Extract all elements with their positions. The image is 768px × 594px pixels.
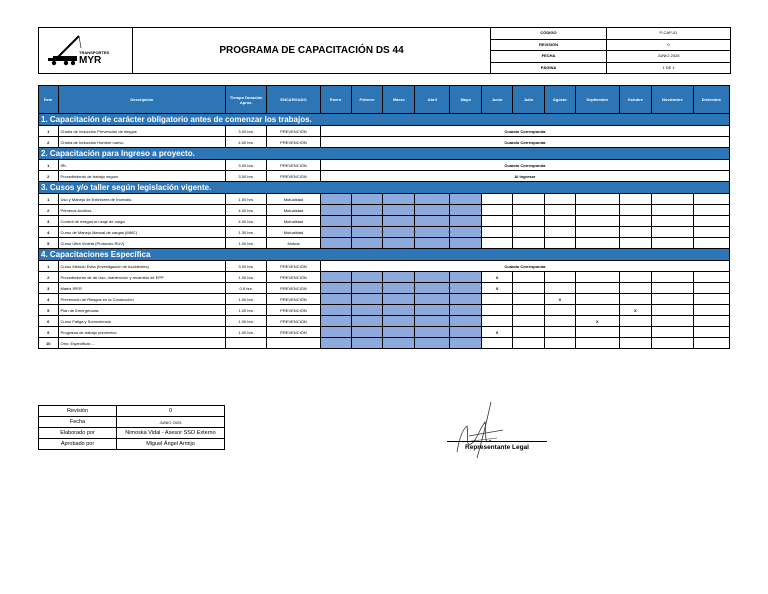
signature-image bbox=[447, 400, 547, 460]
month-cell bbox=[320, 272, 351, 283]
month-cell bbox=[693, 238, 729, 249]
duration-cell: 3.00 hrs. bbox=[226, 171, 267, 182]
meta-value: 1 DE 1 bbox=[607, 62, 731, 74]
manager-cell: PREVENCIÓN bbox=[267, 283, 320, 294]
month-cell bbox=[575, 305, 619, 316]
training-description: Uso y Manejo de Extintores de Incendio. bbox=[58, 194, 226, 205]
month-cell bbox=[415, 227, 450, 238]
manager-cell: PREVENCIÓN bbox=[267, 272, 320, 283]
month-cell bbox=[351, 316, 383, 327]
month-cell bbox=[651, 205, 693, 216]
month-cell bbox=[512, 194, 544, 205]
meta-value: 0 bbox=[607, 39, 731, 51]
section-header-row bbox=[39, 249, 730, 261]
month-cell bbox=[651, 316, 693, 327]
table-row bbox=[39, 216, 730, 227]
month-cell bbox=[693, 283, 729, 294]
table-row bbox=[39, 316, 730, 327]
month-cell bbox=[619, 294, 651, 305]
col-header-month: Junio bbox=[482, 86, 513, 114]
month-cell bbox=[450, 338, 482, 349]
col-header-description: Descripción bbox=[58, 86, 226, 114]
month-cell bbox=[482, 227, 513, 238]
col-header-month: Septiembre bbox=[575, 86, 619, 114]
month-cell bbox=[512, 305, 544, 316]
month-cell bbox=[415, 272, 450, 283]
revision-table bbox=[38, 405, 225, 450]
svg-text:TRANSPORTES: TRANSPORTES bbox=[79, 50, 110, 55]
month-cell bbox=[450, 227, 482, 238]
month-cell bbox=[544, 327, 575, 338]
month-cell bbox=[415, 327, 450, 338]
month-cell bbox=[450, 205, 482, 216]
month-cell bbox=[512, 327, 544, 338]
item-number: 2 bbox=[39, 272, 59, 283]
month-cell bbox=[450, 238, 482, 249]
month-cell bbox=[482, 194, 513, 205]
month-cell bbox=[651, 327, 693, 338]
month-cell bbox=[450, 216, 482, 227]
month-cell bbox=[544, 338, 575, 349]
col-header-month: Diciembre bbox=[693, 86, 729, 114]
item-number: 1 bbox=[39, 194, 59, 205]
month-cell bbox=[415, 305, 450, 316]
item-number: 10 bbox=[39, 338, 59, 349]
month-cell bbox=[512, 283, 544, 294]
month-cell bbox=[482, 238, 513, 249]
month-cell bbox=[575, 327, 619, 338]
month-cell bbox=[544, 205, 575, 216]
section-title: 4. Capacitaciones Específica bbox=[39, 249, 730, 261]
month-cell bbox=[482, 316, 513, 327]
schedule-note: Al Ingresar bbox=[320, 171, 729, 182]
month-cell bbox=[415, 294, 450, 305]
month-cell bbox=[383, 272, 415, 283]
month-cell bbox=[651, 283, 693, 294]
item-number: 1 bbox=[39, 261, 59, 272]
manager-cell: Mutualidad bbox=[267, 194, 320, 205]
month-cell bbox=[693, 305, 729, 316]
month-cell bbox=[482, 216, 513, 227]
schedule-note: Cuando Corresponda bbox=[320, 137, 729, 148]
month-cell bbox=[544, 194, 575, 205]
month-cell bbox=[450, 272, 482, 283]
table-row bbox=[39, 272, 730, 283]
col-header-time: Tiempo Duración Aprox. bbox=[226, 86, 267, 114]
month-cell bbox=[693, 194, 729, 205]
item-number: 5 bbox=[39, 305, 59, 316]
month-cell bbox=[619, 238, 651, 249]
month-cell bbox=[544, 272, 575, 283]
month-cell bbox=[320, 294, 351, 305]
month-cell bbox=[450, 327, 482, 338]
month-cell bbox=[544, 305, 575, 316]
meta-key: REVISIÓN bbox=[491, 39, 607, 51]
item-number: 3 bbox=[39, 283, 59, 294]
schedule-note: Cuando Corresponda bbox=[320, 160, 729, 171]
month-cell bbox=[575, 194, 619, 205]
training-description: Charla de Inducción Hombre nuevo bbox=[58, 137, 226, 148]
signature-label: Representante Legal bbox=[465, 444, 529, 451]
month-cell bbox=[512, 227, 544, 238]
duration-cell: 1.30 hrs. bbox=[226, 227, 267, 238]
month-cell bbox=[320, 338, 351, 349]
duration-cell: 1.00 hrs. bbox=[226, 316, 267, 327]
month-cell bbox=[619, 327, 651, 338]
revision-value: Nimoska Vidal - Asesor SSO Externo bbox=[117, 428, 225, 439]
header-table bbox=[38, 27, 731, 74]
month-cell bbox=[383, 205, 415, 216]
training-description: Curso Fatiga y Somnolencia bbox=[58, 316, 226, 327]
month-cell bbox=[619, 227, 651, 238]
revision-row bbox=[39, 417, 225, 428]
month-cell bbox=[651, 227, 693, 238]
month-cell bbox=[351, 272, 383, 283]
training-description: Prevención de Riesgos en la Conducción bbox=[58, 294, 226, 305]
month-mark: X bbox=[482, 327, 513, 338]
revision-label: Fecha bbox=[39, 417, 117, 428]
month-mark: X bbox=[575, 316, 619, 327]
month-cell bbox=[651, 216, 693, 227]
item-number: 1 bbox=[39, 126, 59, 137]
training-description: IRL bbox=[58, 160, 226, 171]
month-cell bbox=[383, 294, 415, 305]
duration-cell: 1.00 hrs. bbox=[226, 327, 267, 338]
meta-key: PÁGINA bbox=[491, 62, 607, 74]
manager-cell bbox=[267, 338, 320, 349]
month-cell bbox=[693, 272, 729, 283]
month-cell bbox=[512, 294, 544, 305]
month-cell bbox=[512, 338, 544, 349]
month-cell bbox=[575, 205, 619, 216]
month-cell bbox=[619, 194, 651, 205]
section-title: 3. Cusos y/o taller según legislación vigente. bbox=[39, 182, 730, 194]
col-header-month: Marzo bbox=[383, 86, 415, 114]
table-row bbox=[39, 338, 730, 349]
month-cell bbox=[512, 238, 544, 249]
revision-label: Elaborado por bbox=[39, 428, 117, 439]
col-header-month: Mayo bbox=[450, 86, 482, 114]
training-description: Procedimiento de trabajo seguro bbox=[58, 171, 226, 182]
manager-cell: PREVENCIÓN bbox=[267, 160, 320, 171]
manager-cell: Mutualidad bbox=[267, 227, 320, 238]
month-cell bbox=[693, 327, 729, 338]
revision-row bbox=[39, 406, 225, 417]
month-cell bbox=[512, 216, 544, 227]
month-cell bbox=[320, 305, 351, 316]
revision-label: Aprobado por bbox=[39, 439, 117, 450]
month-cell bbox=[619, 316, 651, 327]
month-cell bbox=[320, 194, 351, 205]
item-number: 9 bbox=[39, 327, 59, 338]
month-cell bbox=[383, 194, 415, 205]
month-cell bbox=[351, 205, 383, 216]
col-header-month: Agosto bbox=[544, 86, 575, 114]
svg-text:MYR: MYR bbox=[79, 55, 102, 66]
table-row bbox=[39, 205, 730, 216]
month-cell bbox=[619, 272, 651, 283]
month-cell bbox=[512, 272, 544, 283]
meta-value: JUNIO 2025 bbox=[607, 51, 731, 63]
duration-cell: 4.00 hrs. bbox=[226, 137, 267, 148]
duration-cell: 3.00 hrs. bbox=[226, 126, 267, 137]
duration-cell: 1.00 hrs. bbox=[226, 294, 267, 305]
schedule-note: Cuando Corresponda bbox=[320, 126, 729, 137]
month-cell bbox=[482, 305, 513, 316]
item-number: 5 bbox=[39, 238, 59, 249]
col-header-month: Enero bbox=[320, 86, 351, 114]
col-header-month: Octubre bbox=[619, 86, 651, 114]
manager-cell: PREVENCIÓN bbox=[267, 137, 320, 148]
month-cell bbox=[693, 338, 729, 349]
month-cell bbox=[415, 238, 450, 249]
item-number: 4 bbox=[39, 227, 59, 238]
month-cell bbox=[651, 294, 693, 305]
month-cell bbox=[482, 294, 513, 305]
duration-cell: 3.00 hrs. bbox=[226, 160, 267, 171]
month-cell bbox=[482, 205, 513, 216]
month-cell bbox=[619, 283, 651, 294]
crane-truck-icon bbox=[39, 28, 133, 68]
training-description: Procedimiento de de Uso, mantención y recambio de EPP bbox=[58, 272, 226, 283]
schedule-note: Cuando Corresponda bbox=[320, 261, 729, 272]
revision-value: 0 bbox=[117, 406, 225, 417]
month-cell bbox=[575, 294, 619, 305]
month-cell bbox=[320, 216, 351, 227]
month-mark: X bbox=[482, 272, 513, 283]
table-row bbox=[39, 126, 730, 137]
month-cell bbox=[651, 238, 693, 249]
month-cell bbox=[320, 227, 351, 238]
month-cell bbox=[383, 283, 415, 294]
section-header-row bbox=[39, 114, 730, 126]
month-cell bbox=[351, 283, 383, 294]
item-number: 2 bbox=[39, 205, 59, 216]
month-cell bbox=[693, 205, 729, 216]
table-row bbox=[39, 261, 730, 272]
duration-cell: 0.5 hrs. bbox=[226, 283, 267, 294]
table-row bbox=[39, 227, 730, 238]
manager-cell: PREVENCIÓN bbox=[267, 305, 320, 316]
training-description: Programa de trabajo preventivo bbox=[58, 327, 226, 338]
manager-cell: PREVENCIÓN bbox=[267, 171, 320, 182]
manager-cell: Mutualidad bbox=[267, 205, 320, 216]
month-cell bbox=[619, 216, 651, 227]
month-cell bbox=[351, 294, 383, 305]
month-cell bbox=[693, 216, 729, 227]
table-header-row bbox=[39, 86, 730, 114]
duration-cell: 1.00 hrs. bbox=[226, 272, 267, 283]
month-cell bbox=[544, 216, 575, 227]
meta-key: CÓDIGO bbox=[491, 28, 607, 40]
month-cell bbox=[320, 238, 351, 249]
month-cell bbox=[351, 305, 383, 316]
document bbox=[38, 27, 730, 349]
month-cell bbox=[575, 272, 619, 283]
item-number: 4 bbox=[39, 294, 59, 305]
month-cell bbox=[383, 216, 415, 227]
item-number: 3 bbox=[39, 216, 59, 227]
revision-row bbox=[39, 428, 225, 439]
month-cell bbox=[320, 283, 351, 294]
month-cell bbox=[351, 238, 383, 249]
manager-cell: PREVENCIÓN bbox=[267, 327, 320, 338]
month-cell bbox=[383, 238, 415, 249]
month-cell bbox=[383, 338, 415, 349]
month-cell bbox=[383, 227, 415, 238]
month-cell bbox=[575, 216, 619, 227]
table-row bbox=[39, 171, 730, 182]
duration-cell: 1.00 hrs. bbox=[226, 194, 267, 205]
duration-cell: 1.00 hrs. bbox=[226, 305, 267, 316]
duration-cell: 1.00 hrs. bbox=[226, 238, 267, 249]
month-cell bbox=[450, 283, 482, 294]
month-cell bbox=[320, 327, 351, 338]
training-program-table bbox=[38, 85, 730, 349]
table-row bbox=[39, 194, 730, 205]
month-cell bbox=[575, 227, 619, 238]
col-header-manager: ENCARGADO bbox=[267, 86, 320, 114]
training-description: Curso Ultra Violeta (Protocolo RUV) bbox=[58, 238, 226, 249]
month-cell bbox=[512, 205, 544, 216]
month-cell bbox=[415, 316, 450, 327]
month-cell bbox=[415, 216, 450, 227]
month-cell bbox=[619, 205, 651, 216]
section-title: 1. Capacitación de carácter obligatorio antes de comenzar los trabajos. bbox=[39, 114, 730, 126]
document-title: PROGRAMA DE CAPACITACIÓN DS 44 bbox=[133, 28, 491, 74]
month-cell bbox=[450, 194, 482, 205]
month-cell bbox=[651, 338, 693, 349]
col-header-item: Ítem bbox=[39, 86, 59, 114]
month-cell bbox=[320, 316, 351, 327]
duration-cell: 3.00 hrs. bbox=[226, 261, 267, 272]
table-row bbox=[39, 305, 730, 316]
month-cell bbox=[450, 294, 482, 305]
manager-cell: Mutual bbox=[267, 238, 320, 249]
month-cell bbox=[544, 283, 575, 294]
table-row bbox=[39, 294, 730, 305]
col-header-month: Julio bbox=[512, 86, 544, 114]
month-cell bbox=[693, 227, 729, 238]
month-mark: X bbox=[544, 294, 575, 305]
month-cell bbox=[351, 327, 383, 338]
item-number: 1 bbox=[39, 160, 59, 171]
manager-cell: PREVENCIÓN bbox=[267, 261, 320, 272]
month-cell bbox=[383, 316, 415, 327]
table-row bbox=[39, 327, 730, 338]
month-mark: X bbox=[619, 305, 651, 316]
month-cell bbox=[544, 227, 575, 238]
training-description: Matriz IPER bbox=[58, 283, 226, 294]
month-cell bbox=[450, 305, 482, 316]
duration-cell: 4.00 hrs. bbox=[226, 216, 267, 227]
revision-label: Revisión bbox=[39, 406, 117, 417]
month-cell bbox=[415, 205, 450, 216]
month-cell bbox=[575, 283, 619, 294]
table-row bbox=[39, 238, 730, 249]
month-cell bbox=[351, 227, 383, 238]
training-description: Charla de Inducción Prevención de riesgos bbox=[58, 126, 226, 137]
manager-cell: Mutualidad bbox=[267, 216, 320, 227]
month-cell bbox=[351, 194, 383, 205]
month-cell bbox=[651, 305, 693, 316]
revision-row bbox=[39, 439, 225, 450]
duration-cell bbox=[226, 338, 267, 349]
training-description: Otro: Especificar..... bbox=[58, 338, 226, 349]
month-cell bbox=[693, 294, 729, 305]
training-description: Plan de Emergencias bbox=[58, 305, 226, 316]
month-cell bbox=[575, 238, 619, 249]
month-cell bbox=[383, 305, 415, 316]
col-header-month: Abril bbox=[415, 86, 450, 114]
table-row bbox=[39, 283, 730, 294]
month-mark: X bbox=[482, 283, 513, 294]
month-cell bbox=[351, 338, 383, 349]
month-cell bbox=[693, 316, 729, 327]
month-cell bbox=[482, 338, 513, 349]
item-number: 6 bbox=[39, 316, 59, 327]
month-cell bbox=[351, 216, 383, 227]
month-cell bbox=[383, 327, 415, 338]
month-cell bbox=[450, 316, 482, 327]
month-cell bbox=[544, 238, 575, 249]
training-description: Primeros Auxilios. bbox=[58, 205, 226, 216]
month-cell bbox=[651, 272, 693, 283]
col-header-month: Febrero bbox=[351, 86, 383, 114]
month-cell bbox=[619, 338, 651, 349]
month-cell bbox=[415, 283, 450, 294]
month-cell bbox=[544, 316, 575, 327]
manager-cell: PREVENCIÓN bbox=[267, 126, 320, 137]
meta-value: P-CAP-01 bbox=[607, 28, 731, 40]
month-cell bbox=[512, 316, 544, 327]
section-title: 2. Capacitación para Ingreso a proyecto. bbox=[39, 148, 730, 160]
signature-line bbox=[447, 441, 547, 442]
manager-cell: PREVENCIÓN bbox=[267, 316, 320, 327]
month-cell bbox=[320, 205, 351, 216]
revision-value: JUNIO 2025 bbox=[117, 417, 225, 428]
training-description: Curso de Manejo Manual de cargas (MMC) bbox=[58, 227, 226, 238]
month-cell bbox=[651, 194, 693, 205]
revision-value: Miguel Ángel Armijo bbox=[117, 439, 225, 450]
section-header-row bbox=[39, 148, 730, 160]
table-row bbox=[39, 137, 730, 148]
duration-cell: 4.00 hrs. bbox=[226, 205, 267, 216]
month-cell bbox=[415, 338, 450, 349]
item-number: 2 bbox=[39, 171, 59, 182]
col-header-month: Noviembre bbox=[651, 86, 693, 114]
training-description: Control de riesgos en izaje de carga bbox=[58, 216, 226, 227]
company-logo bbox=[39, 28, 133, 74]
item-number: 2 bbox=[39, 137, 59, 148]
month-cell bbox=[575, 338, 619, 349]
meta-key: FECHA bbox=[491, 51, 607, 63]
section-header-row bbox=[39, 182, 730, 194]
table-row bbox=[39, 160, 730, 171]
training-description: Curso Método Evita (Investigación de Accidentes) bbox=[58, 261, 226, 272]
month-cell bbox=[415, 194, 450, 205]
manager-cell: PREVENCIÓN bbox=[267, 294, 320, 305]
